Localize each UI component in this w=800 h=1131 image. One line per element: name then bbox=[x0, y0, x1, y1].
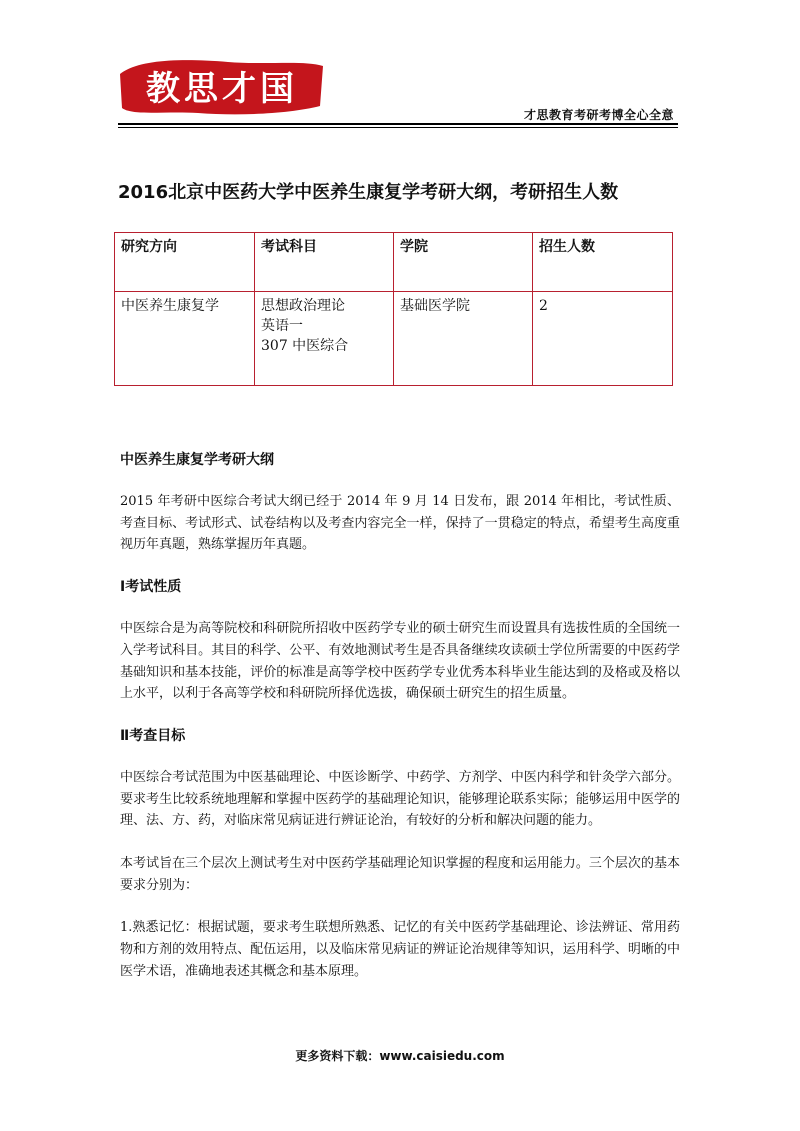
section2-paragraph-3: 1.熟悉记忆：根据试题，要求考生联想所熟悉、记忆的有关中医药学基础理论、诊法辨证、常用药物和方剂的效用特点、配伍运用，以及临床常见病证的辨证论治规律等知识，运用科学、明晰的中医学术语，准确地表述其概念和基本原理。 bbox=[120, 920, 680, 979]
section1-paragraph: 中医综合是为高等院校和科研院所招收中医药学专业的硕士研究生而设置具有选拔性质的全国统一入学考试科目。其目的科学、公平、有效地测试考生是否具备继续攻读硕士学位所需要的中医药学基础知识和基本技能，评价的标准是高等学校中医药学专业优秀本科毕业生能达到的及格或及格以上水平，以利于各高等学校和科研院所择优选拔，确保硕士研究生的招生质量。 bbox=[120, 621, 680, 702]
header-count: 招生人数 bbox=[533, 233, 673, 292]
cell-count: 2 bbox=[533, 292, 673, 386]
brand-logo bbox=[118, 56, 326, 118]
section2-paragraph-1: 中医综合考试范围为中医基础理论、中医诊断学、中药学、方剂学、中医内科学和针灸学六部分。要求考生比较系统地理解和掌握中医药学的基础理论知识，能够理论联系实际；能够运用中医学的理、法、方、药，对临床常见病证进行辨证论治，有较好的分析和解决问题的能力。 bbox=[120, 769, 680, 829]
subject-tcm: 307 中医综合 bbox=[261, 338, 349, 354]
table-row bbox=[115, 292, 673, 386]
header-rule bbox=[118, 123, 678, 125]
logo-text: 教思才国 bbox=[146, 69, 298, 109]
main-content bbox=[120, 450, 680, 1004]
section2-heading: Ⅱ考查目标 bbox=[120, 727, 186, 744]
header-college: 学院 bbox=[394, 233, 533, 292]
content-subtitle: 中医养生康复学考研大纲 bbox=[120, 452, 274, 468]
header-subjects: 考试科目 bbox=[255, 233, 394, 292]
subject-english: 英语一 bbox=[261, 318, 303, 334]
cell-college: 基础医学院 bbox=[394, 292, 533, 386]
admission-table bbox=[114, 232, 673, 386]
footer-download-link[interactable]: 更多资料下载：www.caisiedu.com bbox=[295, 1049, 505, 1063]
header-slogan: 才思教育考研考博全心全意 bbox=[523, 108, 674, 122]
page-header bbox=[118, 56, 678, 128]
table-header-row bbox=[115, 233, 673, 292]
cell-direction: 中医养生康复学 bbox=[115, 292, 255, 386]
section2-paragraph-2: 本考试旨在三个层次上测试考生对中医药学基础理论知识掌握的程度和运用能力。三个层次的基本要求分别为： bbox=[120, 856, 680, 893]
header-rule-thin bbox=[118, 127, 678, 128]
page-title: 2016北京中医药大学中医养生康复学考研大纲，考研招生人数 bbox=[118, 182, 619, 203]
subject-politics: 思想政治理论 bbox=[261, 298, 345, 314]
section1-heading: Ⅰ考试性质 bbox=[120, 579, 182, 596]
cell-subjects bbox=[255, 292, 394, 386]
intro-paragraph: 2015 年考研中医综合考试大纲已经于 2014 年 9 月 14 日发布，跟 2014 年相比，考试性质、考查目标、考试形式、试卷结构以及考查内容完全一样，保持了一贯稳定的特点，希望考生高度重视历年真题，熟练掌握历年真题。 bbox=[120, 494, 680, 553]
header-direction: 研究方向 bbox=[115, 233, 255, 292]
